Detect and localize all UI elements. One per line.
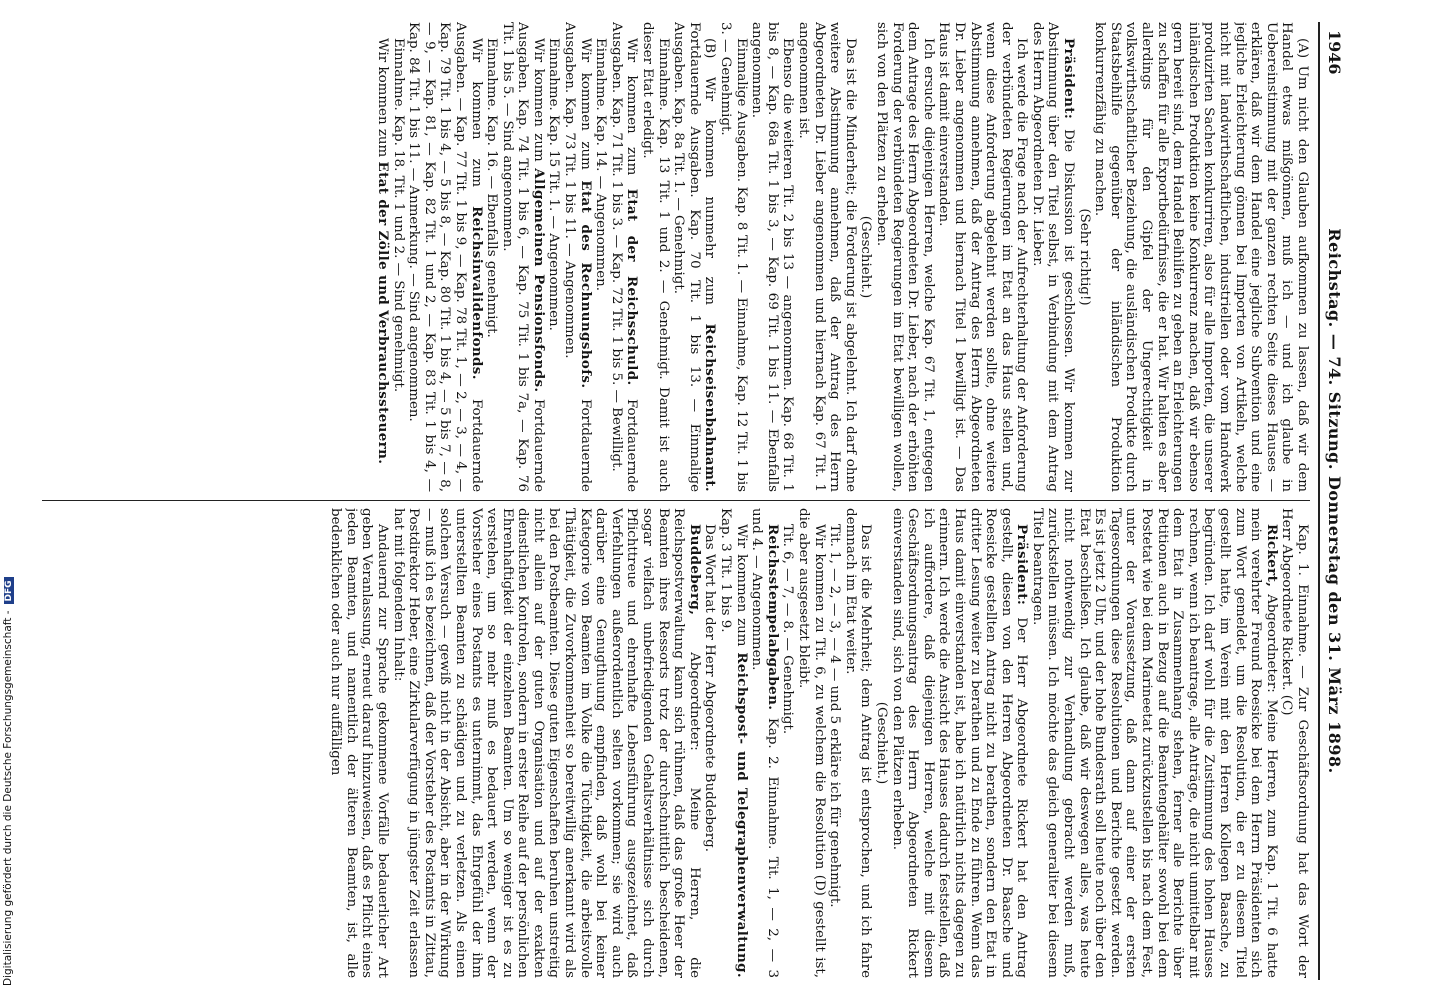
paragraph [593, 22, 609, 492]
paragraph [390, 22, 406, 492]
left-column [42, 22, 1310, 492]
paragraph-text: Kap. 2. Einnahme. Tit. 1, — 2, — 3 und 4. — Angenommen. [749, 508, 780, 978]
running-head [1318, 22, 1346, 980]
margin-marker: (A) [1295, 38, 1310, 59]
footer-text: Digitalisierung gefördert durch die Deutsche Forschungsgemeinschaft - [2, 610, 14, 986]
paragraph-text: (Geschieht.) [858, 215, 874, 299]
paragraph [499, 22, 546, 492]
section-heading: Reichsinvalidenfonds. [468, 206, 485, 380]
paragraph-text: Einmalige Ausgaben. Kap. 8 Tit. 1. — Einnahme, Kap. 12 Tit. 1 bis 3. — Genehmigt. [718, 22, 749, 492]
section-heading: Etat des Rechnungshofs. [577, 180, 594, 389]
dfg-logo: DFG [4, 577, 14, 604]
paragraph-text: Ich werde die Frage nach der Aufrechterhaltung der Anforderung der verbündeten Regierungen im Etat an das Haus stellen und, wenn diese Anforderung abgelehnt werden sollte, ohne weitere Abstimmung annehmen, daß der Antrag des Herrn Abgeordneten Dr. Lieber angenommen und hiernach Titel 1 bewilligt ist. — Das Haus ist damit einverstanden. [936, 22, 1030, 492]
speaker-name: Präsident: [1061, 38, 1078, 120]
right-column [42, 508, 1310, 978]
paragraph [328, 508, 390, 978]
section-heading: Allgemeinen Pensionsfonds. [530, 168, 547, 393]
paragraph [749, 508, 780, 978]
paragraph-text: Einnahme. Kap. 18. Tit. 1 und 2. — Sind genehmigt. [390, 38, 406, 393]
paragraph [390, 508, 702, 978]
margin-marker: (C) [1279, 694, 1295, 716]
paragraph-text: Wir kommen zum [530, 38, 546, 162]
paragraph [749, 22, 796, 492]
speaker-name: Präsident: [1014, 524, 1031, 606]
paragraph-text: Fortdauernde Ausgaben. Kap. 71 Tit. 1 bis 3. — Kap. 72 Tit. 1 bis 5. — Bewilligt. [608, 22, 640, 492]
paragraph [795, 508, 826, 978]
section-heading: Reichspost- und Telegraphenverwaltung. [733, 652, 750, 978]
section-heading: Etat der Reichsschuld. [624, 188, 641, 386]
paragraph-text: Das ist die Mehrheit; dem Antrag ist entsprochen, und ich fahre demnach im Etat weiter. [842, 508, 874, 978]
paragraph-text: Das ist die Minderheit; die Forderung ist abgelehnt. Ich darf ohne weitere Abstimmung annehmen, daß der Antrag des Herrn Abgeordneten Dr. Lieber angenommen und hiernach Kap. 67 Tit. 1 angenommen ist. [796, 22, 858, 492]
paragraph [717, 22, 748, 492]
paragraph-text: Wir kommen zum [733, 524, 749, 647]
page-number: 1946 [1325, 30, 1344, 75]
paragraph [484, 22, 500, 492]
paragraph-text: Einnahme. Kap. 13 Tit. 1 und 2. — Genehmigt. Damit ist auch dieser Etat erledigt. [640, 22, 671, 492]
column-rule [42, 500, 1310, 501]
paragraph [889, 508, 1029, 978]
paragraph-text: Wir kommen zum [468, 38, 484, 188]
paragraph [936, 22, 1030, 492]
paragraph [873, 508, 889, 978]
section-heading: Reichsstempelabgaben. [764, 524, 781, 711]
paragraph-text: Der Herr Abgeordnete Rickert hat den Antrag gestellt, diesen von den Herren Abgeordneten Dr. Baasche und Roesicke gestellten Antrag nicht zu berathen, sondern den Etat in dritter Lesung weiter zu berathen und zu Ende zu führen. Wenn das Haus damit einverstanden ist, habe ich natürlich nichts dagegen zu erinnern. Ich werde die Ansicht des Hauses dadurch feststellen, daß ich auffordere, daß diejenigen Herren, welche mit diesem Geschäftsordnungsantrag des Herrn Abgeordneten Rickert einverstanden sind, sich von den Plätzen erheben. [889, 508, 1030, 978]
paragraph-text: Tit. 6, — 7, — 8. — Genehmigt. [780, 524, 796, 735]
paragraph-text: Wir kommen zum [624, 38, 640, 176]
paragraph-text: Wir kommen nunmehr zum [702, 76, 718, 305]
digitization-footer [2, 0, 14, 1000]
paragraph [1029, 508, 1279, 978]
paragraph-text: Kap. 3 Tit. 1 bis 9. [718, 508, 734, 633]
section-heading: Reichseisenbahnamt. [702, 323, 719, 492]
paragraph-text: Einnahme. Kap. 15 Tit. 1. — Angenommen. [546, 38, 562, 331]
paragraph-text: Die Diskussion ist geschlossen. Wir kommen zur Abstimmung über den Titel selbst, in Verbindung mit dem Antrag des Herrn Abgeordneten Dr. Lieber. [1029, 22, 1077, 492]
paragraph [374, 22, 390, 492]
section-heading: Etat der Zölle und Verbrauchssteuern. [374, 161, 391, 465]
paragraph-text: Fortdauernde Ausgaben. — Kap. 77 Tit. 1 bis 9, — Kap. 78 Tit. 1, — 2, — 3, — 4, — Kap. 79 Tit. 1 bis 4, — 5 bis 8, — Kap. 80 Tit. 1 bis 4, — 5 bis 7, — 8, — 9, — Kap. 81, — Kap. 82 Tit. 1 und 2, — Kap. 83 Tit. 1 bis 4, — Kap. 84 Tit. 1 bis 11. — Anmerkung. — Sind angenommen. [406, 22, 484, 492]
paragraph-text: Um nicht den Glauben aufkommen zu lassen, daß wir dem Handel etwas mißgönnen, muß ich — und ich glaube in Uebereinstimmung mit der ganzen rechten Seite dieses Hauses — erklären, daß wir dem Handel eine jegliche Subvention und eine jegliche Erleichterung gönnen bei Importen von Artikeln, welche nicht mit landwirthschaftlichen, industriellen oder vom Handwerk produzirten Sachen konkurriren, also für alle Importen, die unserer inländischen Produktion keine Konkurrenz machen, daß wir ebenso gern bereit sind, dem Handel Beihilfen zu geben an Erleichterungen zu schaffen für alle Exportbedürfnisse, die er hat. Wir halten es aber allerdings für den Gipfel der Ungerechtigkeit in volkswirthschaftlicher Beziehung, die ausländischen Produkte durch Staatsbeihilfe gegenüber der inländischen Produktion konkurrenzfähig zu machen. [1092, 22, 1310, 492]
paragraph [827, 508, 843, 978]
paragraph [1092, 22, 1310, 492]
paragraph-text: Wir kommen zum [374, 38, 390, 158]
paragraph-text: Ich ersuche diejenigen Herren, welche Kap. 67 Tit. 1, entgegen dem Antrage des Herrn Abgeordneten Dr. Lieber, nach der erhöhten Forderung der verbündeten Regierungen im Etat bewilligen wollen, sich von den Plätzen zu erheben. [873, 22, 936, 492]
paragraph [702, 508, 718, 978]
paragraph-text: Tit. 1, — 2, — 3, — 4 — und 5 erkläre ich für genehmigt. [827, 524, 843, 908]
paragraph-text: (Geschieht.) [873, 701, 889, 785]
paragraph [546, 22, 562, 492]
paragraph [1029, 22, 1076, 492]
speaker-name: Rickert, [1263, 524, 1280, 588]
paragraph [858, 22, 874, 492]
paragraph-text: Abgeordneter: Meine Herren, die Reichspostverwaltung kann sich rühmen, daß das große Heer der Beamten ihres Ressorts trotz der durchschnittlich bescheidenen, sogar vielfach unbefriedigenden Gehaltsverhältnisse sich durch Pflichttreue und ehrenhafte Lebensführung ausgezeichnet, daß Verfehlungen außerordentlich selten vorkommen; sie wird auch darüber eine Genugthuung empfinden, daß wohl bei keiner Kategorie von Beamten im Volke die Tüchtigkeit, die arbeitsvolle Thätigkeit, die Zuvorkommenheit so bereitwillig anerkannt wird als bei den Postbeamten. Diese guten Eigenschaften beruhen unstreitig nicht allein auf der guten Organisation und auf der exakten dienstlichen Kontrolen, sondern in erster Reihe auf der persönlichen Ehrenhaftigkeit der einzelnen Beamten. Um so weniger ist es zu verstehen, um so mehr muß es bedauert werden, wenn der Vorsteher eines Postamts es unternimmt, das Ehrgefühl der ihm unterstellten Beamten zu schädigen und zu verletzen. Als einen solchen Versuch — gewiß nicht in der Absicht, aber in der Wirkung — muß ich es bezeichnen, daß der Vorsteher des Postamts in Zittau, Postdirektor Heber, eine Zirkularverfügung in jüngster Zeit erlassen hat mit folgendem Inhalt: [390, 508, 702, 978]
paragraph [562, 22, 593, 492]
paragraph-text: Abgeordneter: Meine Herren, zum Kap. 1 Tit. 6 hatte mein verehrter Freund Roesicke bei dem Herrn Präsidenten sich zum Wort gemeldet, um die Resolution, die er zu diesem Titel gestellt hatte, im Verein mit den Herren Kollegen Baasche, zu begründen. Ich darf wohl für die Zustimmung des hohen Hauses rechnen, wenn ich beantrage, alle Anträge, die nicht unmittelbar mit dem Etat in Zusammenhang stehen, ferner alle Berichte über Petitionen auch in Bezug auf die Beamtengehälter sowohl bei dem Postetat wie bei dem Marineetat zurückzustellen bis nach dem Fest, unter der Voraussetzung, daß dann auf einer der ersten Tagesordnungen diese Resolutionen und Berichte gesetzt werden. Es ist jetzt 2 Uhr, und der hohe Bundesrath soll heute noch über den Etat beschließen. Ich glaube, daß wir deswegen alles, was heute nicht nothwendig zur Verhandlung gebracht werden muß, zurückstellen müssen. Ich möchte das gleich generaliter bei diesem Titel beantragen. [1029, 508, 1279, 978]
speaker-name: Buddeberg, [686, 524, 703, 616]
paragraph-text: Fortdauernde Ausgaben. Kap. 70 Tit. 1 bis 13. — Einmalige Ausgaben. Kap. 8a Tit. 1. — Genehmigt. [671, 22, 702, 492]
paragraph-text: Das Wort hat der Herr Abgeordnete Buddeberg. [702, 524, 718, 853]
paragraph-text: Fortdauernde Ausgaben. Kap. 74 Tit. 1 bis 6, — Kap. 75 Tit. 1 bis 7a, — Kap. 76 Tit. 1 bis 5. — Sind angenommen. [499, 22, 546, 492]
paragraph [406, 22, 484, 492]
paragraph-text: Einnahme. Kap. 14. — Angenommen. [593, 38, 609, 291]
paragraph-text: Wir kommen zu Tit. 6, zu welchem die Resolution (D) gestellt ist, die aber ausgesetzt bleibt. [796, 508, 827, 978]
paragraph [639, 22, 670, 492]
paragraph [780, 508, 796, 978]
text-body [42, 22, 1310, 980]
paragraph-text: Einnahme. Kap. 16. — Ebenfalls genehmigt. [484, 38, 500, 338]
margin-marker: (B) [702, 38, 718, 59]
paragraph [608, 22, 639, 492]
paragraph-text: Kap. 1. Einnahme. — Zur Geschäftsordnung hat das Wort der Herr Abgeordnete Rickert. [1279, 508, 1310, 978]
paragraph-text: Ebenso die weiteren Tit. 2 bis 13 — angenommen. Kap. 68 Tit. 1 bis 8, — Kap. 68a Tit. 1 bis 3, — Kap. 69 Tit. 1 bis 11. — Ebenfalls angenommen. [749, 22, 796, 492]
paragraph-text: Andauernd zur Sprache gekommene Vorfälle bedauerlicher Art geben Veranlassung, erneut darauf hinzuweisen, daß es Pflicht eines jeden Beamten, und namentlich der älteren Beamten, ist, alle bedenklichen oder auch nur auffälligen [328, 508, 390, 978]
paragraph-text: Wir kommen zum [577, 38, 593, 170]
paragraph [717, 508, 748, 978]
paragraph [795, 22, 857, 492]
paragraph [1076, 22, 1092, 492]
running-title: Reichstag. — 74. Sitzung. Donnerstag den 31. März 1898. [1325, 228, 1344, 774]
paragraph [873, 22, 935, 492]
paragraph [671, 22, 718, 492]
paragraph [1279, 508, 1310, 978]
paragraph-text: (Sehr richtig!) [1076, 208, 1092, 306]
paragraph [842, 508, 873, 978]
paragraph-text: Fortdauernde Ausgaben. Kap. 73 Tit. 1 bis 11. — Angenommen. [562, 22, 593, 492]
